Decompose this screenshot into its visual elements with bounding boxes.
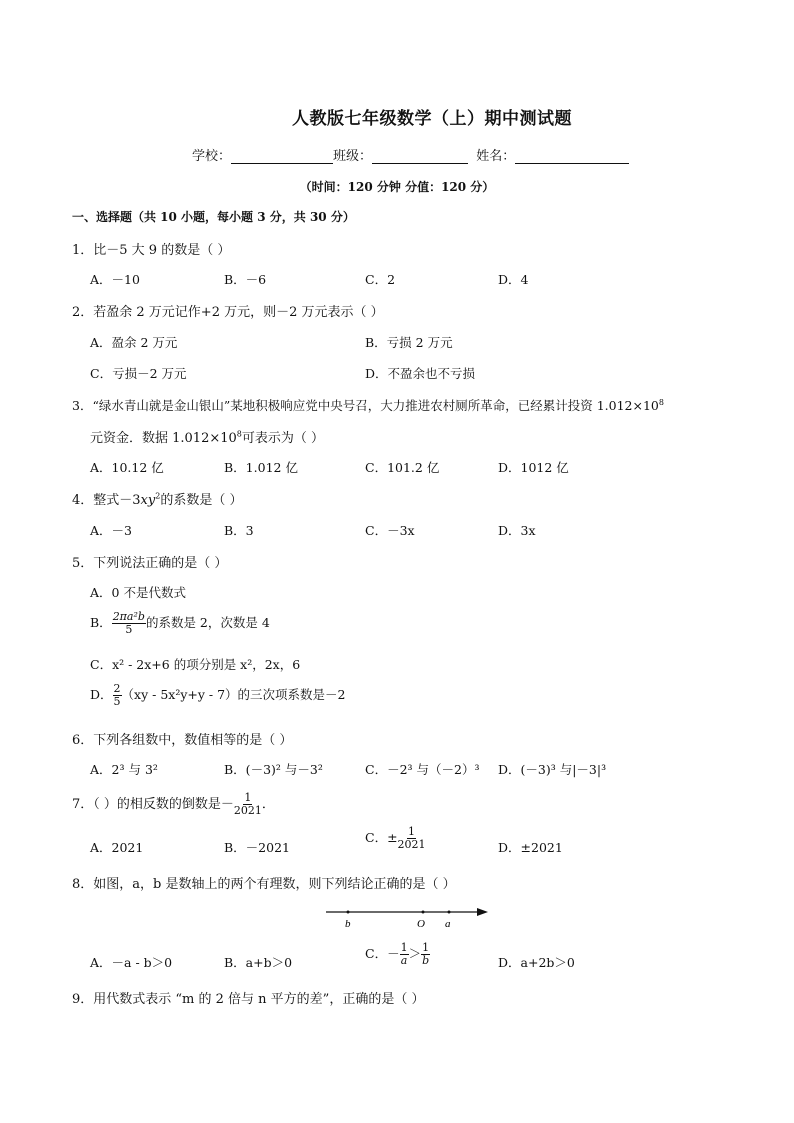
q8-c-num2: 1	[422, 941, 430, 954]
q7-fraction	[234, 792, 262, 817]
q1-option-d: D．4	[498, 272, 529, 287]
name-blank[interactable]	[515, 148, 629, 164]
question-7-stem	[72, 792, 275, 817]
question-1-stem: 1．比－5 大 9 的数是（ ）	[72, 243, 231, 258]
question-3-stem-line1	[72, 396, 664, 414]
q4-option-d: D．3x	[498, 523, 536, 538]
q5-option-d	[90, 683, 346, 708]
q7-c-denominator: 2021	[397, 838, 426, 852]
q3-option-d: D．1012 亿	[498, 460, 569, 475]
q4-exponent: 2	[155, 491, 161, 501]
number-line-figure	[320, 902, 492, 932]
school-label: 学校：	[192, 149, 232, 164]
question-2-stem: 2．若盈余 2 万元记作+2 万元，则－2 万元表示（ ）	[72, 305, 384, 320]
q8-c-prefix: C．－	[365, 946, 400, 962]
q5-b-numerator: 2πa²b	[112, 610, 145, 623]
q3-stem-b1: 元资金．数据 1.012×10	[90, 431, 237, 446]
q8-option-a: A．－a - b＞0	[90, 955, 173, 970]
q5-b-prefix: B．	[90, 615, 112, 631]
label-b: b	[345, 918, 351, 930]
q4-stem-b: 的系数是（ ）	[160, 493, 243, 508]
class-label: 班级：	[333, 149, 373, 164]
class-blank[interactable]	[372, 148, 468, 164]
number-line-arrow	[477, 908, 488, 916]
question-3-stem-line2	[90, 427, 324, 446]
meta-line	[192, 145, 629, 164]
q3-option-b: B．1.012 亿	[224, 460, 298, 475]
q6-option-a: A．2³ 与 3²	[90, 762, 158, 777]
time-score-line: （时间：120 分钟 分值：120 分）	[299, 180, 495, 194]
q2-option-b: B．亏损 2 万元	[365, 335, 453, 350]
q8-c-gt: ＞	[408, 946, 422, 962]
q3-option-a: A．10.12 亿	[90, 460, 164, 475]
q1-option-a: A．－10	[90, 272, 140, 287]
name-label: 姓名：	[476, 149, 516, 164]
q8-option-b: B．a+b＞0	[224, 955, 293, 970]
q7-stem-a: 7．（ ）的相反数的倒数是－	[72, 797, 234, 813]
point-b	[347, 911, 350, 914]
q3-exponent: 8	[658, 397, 664, 407]
q2-option-a: A．盈余 2 万元	[90, 335, 178, 350]
q4-option-a: A．－3	[90, 523, 132, 538]
question-9-stem: 9．用代数式表示 “m 的 2 倍与 n 平方的差”，正确的是（ ）	[72, 992, 425, 1007]
q8-c-den1: a	[400, 954, 408, 968]
q3-exponent-2: 8	[236, 429, 242, 439]
page-title: 人教版七年级数学（上）期中测试题	[292, 109, 572, 129]
q7-c-numerator: 1	[408, 825, 416, 838]
q3-option-c: C．101.2 亿	[365, 460, 440, 475]
point-o	[422, 911, 425, 914]
q4-option-b: B．3	[224, 523, 254, 538]
q8-option-d: D．a+2b＞0	[498, 955, 575, 970]
section-heading: 一、选择题（共 10 小题，每小题 3 分，共 30 分）	[72, 210, 355, 224]
q8-c-num1: 1	[400, 941, 408, 954]
q2-option-d: D．不盈余也不亏损	[365, 366, 476, 381]
q8-c-fraction-2	[421, 942, 430, 967]
q3-stem-a: 3．“绿水青山就是金山银山”某地积极响应党中央号召，大力推进农村厕所革命，已经累计投资 1.012×10	[72, 398, 659, 413]
point-a	[448, 911, 451, 914]
q6-option-b: B．(－3)² 与－3²	[224, 762, 323, 777]
q1-option-c: C．2	[365, 272, 396, 287]
question-4-stem	[72, 489, 242, 508]
q8-c-fraction-1	[400, 942, 409, 967]
question-6-stem: 6．下列各组数中，数值相等的是（ ）	[72, 733, 293, 748]
q7-c-fraction	[398, 826, 426, 851]
q5-d-numerator: 2	[113, 682, 121, 695]
q5-b-denominator: 5	[125, 623, 133, 637]
q1-option-b: B．－6	[224, 272, 267, 287]
q7-numerator: 1	[244, 791, 252, 804]
q2-option-c: C．亏损－2 万元	[90, 366, 187, 381]
q3-stem-b2: 可表示为（ ）	[241, 431, 325, 446]
q5-d-suffix: （xy - 5x²y+y - 7）的三次项系数是－2	[121, 687, 346, 703]
question-8-stem: 8．如图，a，b 是数轴上的两个有理数，则下列结论正确的是（ ）	[72, 877, 456, 892]
q5-d-fraction	[113, 683, 122, 708]
q7-option-c	[365, 826, 426, 851]
q4-variable: xy	[140, 493, 156, 508]
question-5-stem: 5．下列说法正确的是（ ）	[72, 556, 228, 571]
q5-b-suffix: 的系数是 2，次数是 4	[145, 615, 270, 631]
label-o: O	[417, 918, 425, 930]
label-a: a	[445, 918, 451, 930]
q8-c-den2: b	[422, 954, 430, 968]
q4-option-c: C．－3x	[365, 523, 415, 538]
q5-option-a: A．0 不是代数式	[90, 585, 186, 600]
q7-denominator: 2021	[233, 804, 262, 818]
q4-stem-a: 4．整式－3	[72, 493, 141, 508]
q6-option-c: C．－2³ 与（－2）³	[365, 762, 480, 777]
q7-c-prefix: C．±	[365, 830, 398, 846]
q5-b-fraction	[112, 611, 146, 636]
q7-option-d: D．±2021	[498, 840, 563, 855]
q5-d-denominator: 5	[113, 695, 121, 709]
q7-stem-b: ．	[261, 797, 275, 813]
q8-option-c	[365, 942, 430, 967]
q5-option-b	[90, 611, 270, 636]
q6-option-d: D．(－3)³ 与|－3|³	[498, 762, 607, 777]
q5-option-c: C．x² - 2x+6 的项分别是 x²，2x，6	[90, 657, 301, 672]
school-blank[interactable]	[231, 148, 333, 164]
q7-option-a: A．2021	[90, 840, 144, 855]
q7-option-b: B．－2021	[224, 840, 290, 855]
q5-d-prefix: D．	[90, 687, 113, 703]
